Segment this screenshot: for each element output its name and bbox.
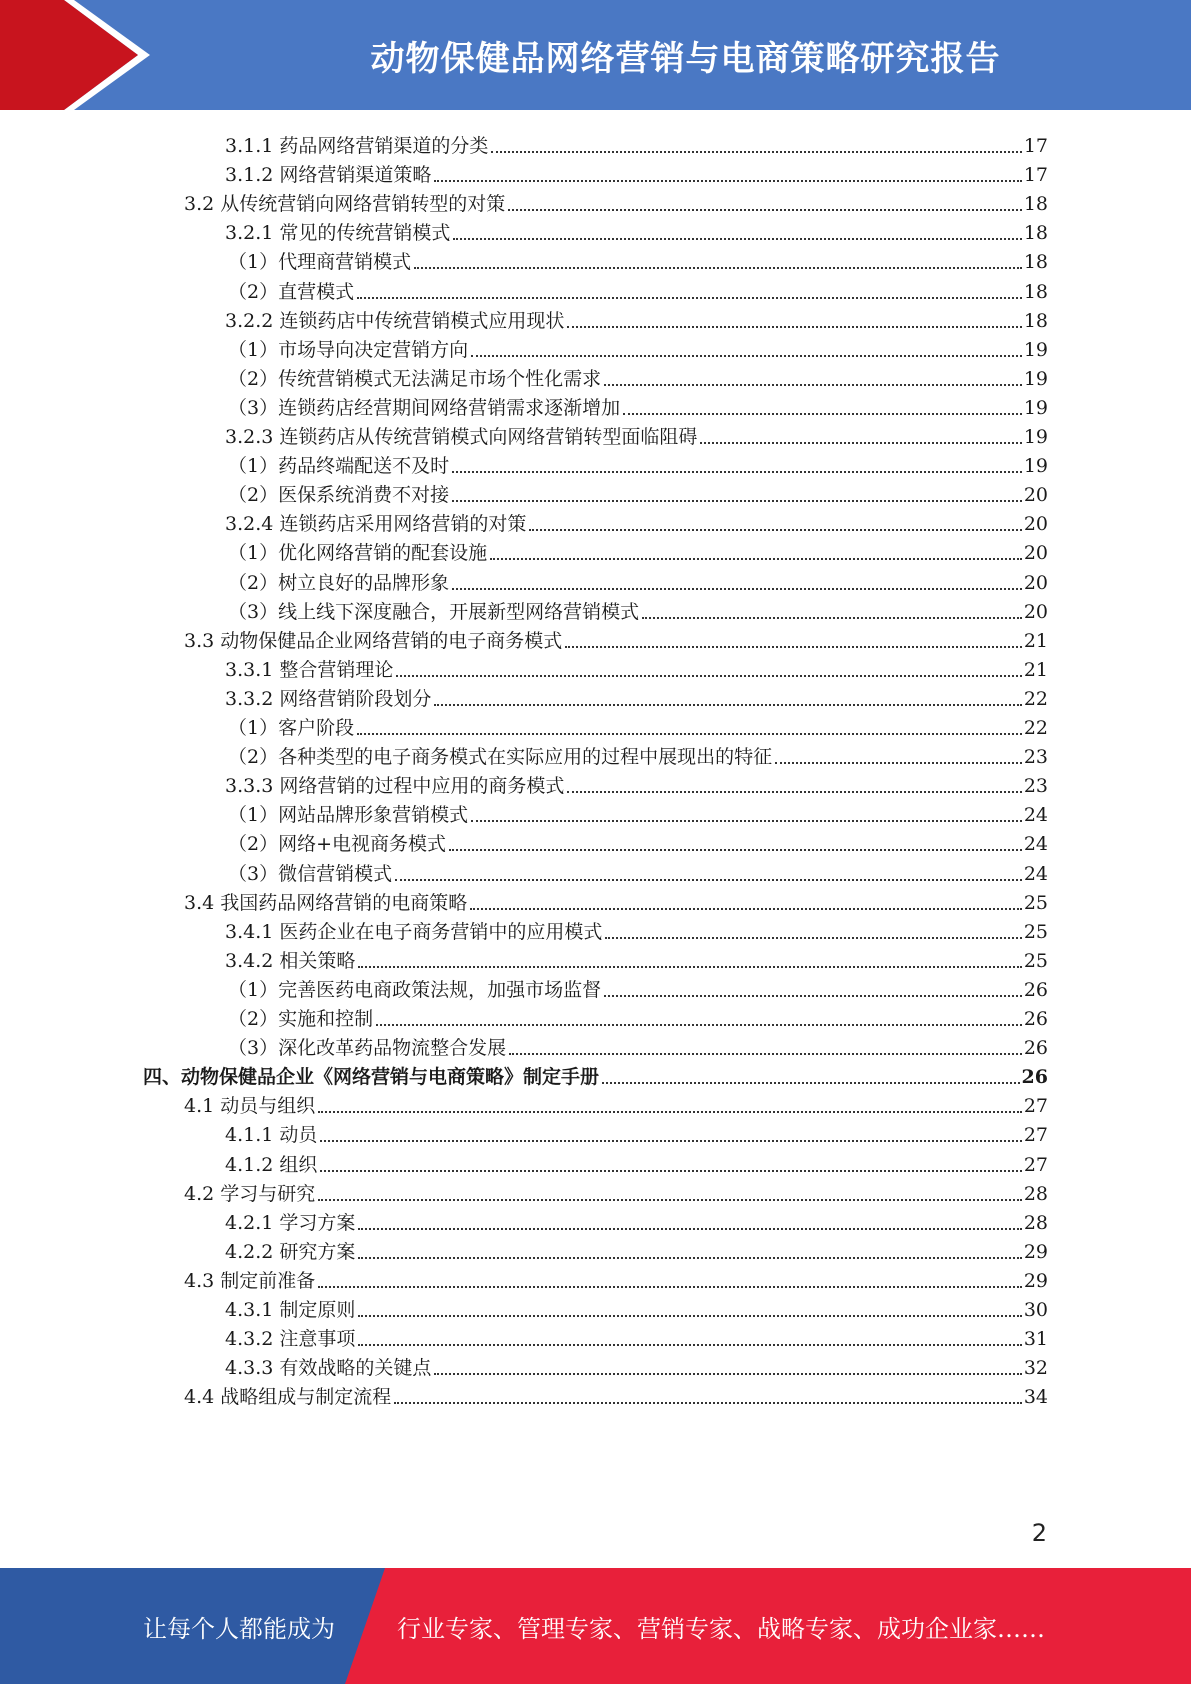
toc-entry-page: 25 (1023, 949, 1048, 972)
toc-entry-label: 4.1 动员与组织 (184, 1095, 316, 1118)
toc-entry-label: 3.1.1 药品网络营销渠道的分类 (225, 135, 489, 157)
toc-entry-page: 18 (1023, 251, 1048, 274)
toc-entry-page: 23 (1023, 746, 1048, 769)
toc-entry[interactable] (184, 1087, 1048, 1118)
toc-dot-leader (470, 908, 1022, 910)
page-header (0, 0, 1191, 110)
toc-entry-label: 4.1.1 动员 (225, 1124, 318, 1147)
toc-entry-page: 24 (1023, 862, 1048, 885)
toc-entry-page: 19 (1023, 455, 1048, 478)
toc-dot-leader (434, 180, 1021, 182)
toc-entry-label: 4.4 战略组成与制定流程 (184, 1386, 392, 1409)
toc-dot-leader (434, 704, 1021, 706)
toc-dot-leader (471, 355, 1022, 357)
toc-entry-page: 30 (1023, 1299, 1048, 1321)
toc-entry[interactable] (228, 447, 1048, 478)
toc-entry-page: 18 (1023, 280, 1048, 303)
toc-entry[interactable] (228, 971, 1048, 1002)
toc-entry-page: 32 (1023, 1357, 1048, 1380)
toc-entry-page: 22 (1023, 717, 1048, 739)
toc-dot-leader (357, 733, 1022, 735)
toc-entry-page: 20 (1023, 571, 1048, 594)
toc-dot-leader (376, 1024, 1022, 1026)
header-red-arrow (0, 0, 150, 110)
toc-entry[interactable] (225, 1116, 1048, 1147)
toc-entry-label: （1）完善医药电商政策法规，加强市场监督 (228, 978, 602, 1001)
toc-entry[interactable] (184, 1378, 1048, 1409)
toc-dot-leader (320, 1170, 1021, 1172)
toc-dot-leader (318, 1111, 1022, 1113)
toc-dot-leader (357, 297, 1022, 299)
toc-entry-label: 3.3.1 整合营销理论 (225, 658, 394, 681)
toc-entry-label: 3.3.2 网络营销阶段划分 (225, 687, 432, 710)
toc-dot-leader (565, 646, 1022, 648)
toc-entry-label: （2）传统营销模式无法满足市场个性化需求 (228, 367, 602, 390)
toc-entry-label: 4.2.1 学习方案 (225, 1211, 356, 1234)
toc-entry[interactable] (184, 1175, 1048, 1206)
toc-dot-leader (604, 384, 1022, 386)
toc-entry-page: 18 (1023, 309, 1048, 332)
toc-entry-label: （1）优化网络营销的配套设施 (228, 542, 488, 565)
toc-dot-leader (605, 937, 1021, 939)
toc-entry-page: 21 (1023, 658, 1048, 681)
toc-entry[interactable] (228, 1000, 1048, 1031)
toc-entry[interactable] (225, 214, 1048, 245)
toc-entry-page: 26 (1023, 1008, 1048, 1030)
toc-entry[interactable] (225, 127, 1048, 158)
footer-slogan-left: 让每个人都能成为 (143, 1614, 335, 1643)
toc-entry[interactable] (184, 622, 1048, 653)
toc-entry[interactable] (225, 505, 1048, 536)
toc-entry[interactable] (228, 593, 1048, 624)
toc-entry-page: 17 (1023, 135, 1048, 157)
footer-slogan-right: 行业专家、管理专家、营销专家、战略专家、成功企业家…… (397, 1614, 1045, 1643)
toc-dot-leader (395, 879, 1022, 881)
toc-dot-leader (434, 1373, 1021, 1375)
toc-entry[interactable] (228, 564, 1048, 595)
toc-entry-label: 3.2 从传统营销向网络营销转型的对策 (184, 193, 506, 216)
toc-entry-page: 26 (1023, 1037, 1048, 1060)
toc-entry-label: 4.3 制定前准备 (184, 1269, 316, 1292)
toc-dot-leader (358, 1344, 1021, 1346)
toc-entry-label: 4.3.3 有效战略的关键点 (225, 1357, 432, 1380)
toc-entry-label: （1）代理商营销模式 (228, 251, 412, 274)
toc-entry-label: 4.1.2 组织 (225, 1153, 318, 1176)
toc-dot-leader (700, 442, 1021, 444)
toc-entry-page: 19 (1023, 426, 1048, 448)
toc-entry[interactable] (225, 680, 1048, 711)
toc-entry-label: （1）网站品牌形象营销模式 (228, 804, 469, 827)
toc-dot-leader (453, 238, 1021, 240)
toc-entry-label: （1）客户阶段 (228, 717, 355, 739)
toc-entry-label: 3.2.1 常见的传统营销模式 (225, 222, 451, 245)
toc-entry[interactable] (225, 302, 1048, 333)
toc-entry-page: 27 (1023, 1124, 1048, 1147)
toc-entry-page: 17 (1023, 164, 1048, 187)
toc-entry-label: 4.2.2 研究方案 (225, 1240, 356, 1263)
toc-dot-leader (491, 151, 1021, 153)
toc-entry-page: 22 (1023, 687, 1048, 710)
toc-entry-page: 20 (1023, 542, 1048, 565)
toc-entry[interactable] (228, 738, 1048, 769)
toc-entry[interactable] (225, 156, 1048, 187)
toc-entry[interactable] (225, 942, 1048, 973)
toc-dot-leader (358, 1315, 1021, 1317)
toc-dot-leader (567, 326, 1021, 328)
toc-entry-page: 31 (1023, 1328, 1048, 1351)
toc-entry-page: 20 (1023, 513, 1048, 536)
toc-entry[interactable] (225, 651, 1048, 682)
toc-entry-page: 20 (1023, 600, 1048, 623)
toc-entry[interactable] (228, 825, 1048, 856)
toc-entry-label: 3.2.2 连锁药店中传统营销模式应用现状 (225, 309, 565, 332)
toc-entry[interactable] (225, 418, 1048, 449)
toc-dot-leader (396, 675, 1021, 677)
toc-entry-page: 27 (1023, 1153, 1048, 1176)
toc-entry-page: 26 (1023, 978, 1048, 1001)
toc-entry-page: 24 (1023, 804, 1048, 827)
toc-dot-leader (623, 413, 1022, 415)
toc-dot-leader (452, 500, 1022, 502)
toc-entry[interactable] (225, 1204, 1048, 1235)
toc-dot-leader (394, 1402, 1022, 1404)
toc-dot-leader (452, 471, 1022, 473)
toc-entry-page: 21 (1023, 629, 1048, 652)
toc-entry[interactable] (228, 709, 1048, 740)
toc-entry-label: 四、动物保健品企业《网络营销与电商策略》制定手册 (143, 1066, 600, 1089)
toc-dot-leader (529, 529, 1021, 531)
toc-entry-label: （2）各种类型的电子商务模式在实际应用的过程中展现出的特征 (228, 746, 773, 769)
toc-entry[interactable] (228, 331, 1048, 362)
toc-entry-page: 28 (1023, 1211, 1048, 1234)
toc-entry[interactable] (184, 884, 1048, 915)
toc-entry-label: 3.3.3 网络营销的过程中应用的商务模式 (225, 775, 565, 798)
toc-entry-label: 3.2.4 连锁药店采用网络营销的对策 (225, 513, 527, 536)
toc-entry[interactable] (225, 1349, 1048, 1380)
toc-entry-page: 24 (1023, 833, 1048, 856)
toc-dot-leader (320, 1140, 1021, 1142)
toc-entry[interactable] (143, 1058, 1048, 1089)
toc-entry[interactable] (228, 796, 1048, 827)
toc-entry-page: 25 (1023, 891, 1048, 914)
toc-entry-page: 18 (1023, 222, 1048, 245)
toc-entry-label: （2）树立良好的品牌形象 (228, 571, 450, 594)
toc-entry-label: 4.2 学习与研究 (184, 1182, 316, 1205)
toc-entry-label: 4.3.1 制定原则 (225, 1299, 356, 1321)
toc-dot-leader (358, 1228, 1021, 1230)
toc-entry-page: 29 (1023, 1269, 1048, 1292)
toc-entry-label: （2）网络+电视商务模式 (228, 833, 447, 856)
toc-entry-label: 4.3.2 注意事项 (225, 1328, 356, 1351)
toc-dot-leader (358, 1257, 1021, 1259)
toc-entry-page: 23 (1023, 775, 1048, 798)
toc-entry[interactable] (225, 1320, 1048, 1351)
toc-entry[interactable] (225, 1233, 1048, 1264)
toc-dot-leader (642, 617, 1022, 619)
toc-entry-label: 3.4 我国药品网络营销的电商策略 (184, 891, 468, 914)
toc-dot-leader (508, 209, 1022, 211)
report-title: 动物保健品网络营销与电商策略研究报告 (370, 38, 1001, 79)
toc-entry-label: （2）医保系统消费不对接 (228, 484, 450, 507)
toc-entry-label: 3.4.2 相关策略 (225, 949, 356, 972)
toc-entry-page: 19 (1023, 396, 1048, 419)
toc-entry[interactable] (225, 1291, 1048, 1322)
toc-entry[interactable] (225, 1146, 1048, 1177)
toc-entry-label: 3.1.2 网络营销渠道策略 (225, 164, 432, 187)
toc-dot-leader (490, 558, 1022, 560)
toc-entry-page: 27 (1023, 1095, 1048, 1118)
toc-dot-leader (471, 820, 1022, 822)
toc-entry-page: 28 (1023, 1182, 1048, 1205)
toc-entry-page: 29 (1023, 1240, 1048, 1263)
toc-dot-leader (602, 1082, 1020, 1084)
toc-entry-label: （3）深化改革药品物流整合发展 (228, 1037, 507, 1060)
toc-dot-leader (414, 267, 1022, 269)
toc-entry-page: 26 (1021, 1066, 1048, 1089)
toc-entry-page: 20 (1023, 484, 1048, 507)
toc-entry[interactable] (228, 1029, 1048, 1060)
toc-entry[interactable] (225, 767, 1048, 798)
toc-entry-label: （3）线上线下深度融合，开展新型网络营销模式 (228, 600, 640, 623)
toc-entry[interactable] (228, 389, 1048, 420)
toc-dot-leader (604, 995, 1022, 997)
toc-entry[interactable] (228, 855, 1048, 886)
toc-entry[interactable] (228, 273, 1048, 304)
toc-entry[interactable] (228, 360, 1048, 391)
toc-entry[interactable] (228, 534, 1048, 565)
page-footer (0, 1568, 1191, 1684)
toc-entry-label: 3.3 动物保健品企业网络营销的电子商务模式 (184, 629, 563, 652)
toc-entry[interactable] (225, 913, 1048, 944)
toc-dot-leader (509, 1053, 1022, 1055)
toc-dot-leader (775, 762, 1022, 764)
toc-dot-leader (452, 588, 1022, 590)
toc-entry-page: 19 (1023, 367, 1048, 390)
toc-dot-leader (449, 849, 1022, 851)
toc-entry-label: （2）实施和控制 (228, 1008, 374, 1030)
toc-dot-leader (318, 1286, 1022, 1288)
toc-entry-page: 18 (1023, 193, 1048, 216)
toc-dot-leader (318, 1199, 1022, 1201)
toc-entry[interactable] (184, 1262, 1048, 1293)
toc-entry-label: 3.4.1 医药企业在电子商务营销中的应用模式 (225, 920, 603, 943)
toc-entry-page: 34 (1023, 1386, 1048, 1409)
toc-entry[interactable] (228, 476, 1048, 507)
toc-dot-leader (358, 966, 1021, 968)
toc-entry-label: （3）连锁药店经营期间网络营销需求逐渐增加 (228, 396, 621, 419)
toc-entry-page: 19 (1023, 338, 1048, 361)
toc-entry-label: （2）直营模式 (228, 280, 355, 303)
page-number: 2 (1031, 1519, 1047, 1547)
toc-entry-page: 25 (1023, 920, 1048, 943)
toc-entry-label: 3.2.3 连锁药店从传统营销模式向网络营销转型面临阻碍 (225, 426, 698, 448)
toc-entry-label: （1）市场导向决定营销方向 (228, 338, 469, 361)
toc-entry[interactable] (184, 185, 1048, 216)
toc-dot-leader (567, 791, 1021, 793)
toc-entry[interactable] (228, 243, 1048, 274)
toc-entry-label: （1）药品终端配送不及时 (228, 455, 450, 478)
toc-entry-label: （3）微信营销模式 (228, 862, 393, 885)
